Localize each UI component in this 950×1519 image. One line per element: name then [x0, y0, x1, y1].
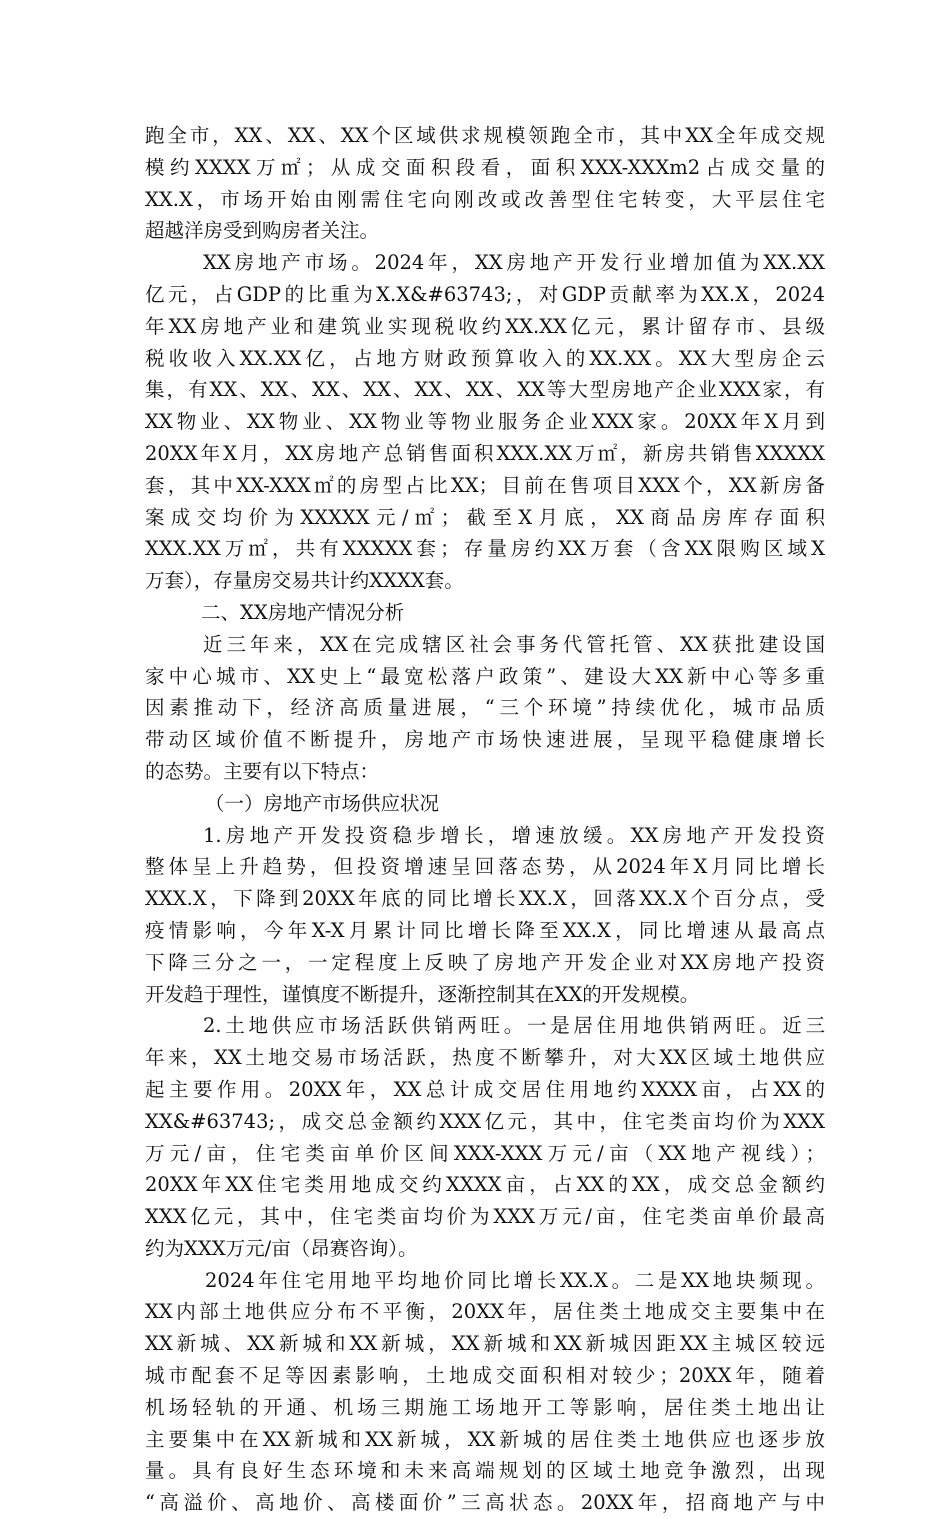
text-line: 20XX年X月，XX房地产总销售面积XXX.XX万㎡，新房共销售XXXXX	[145, 441, 825, 465]
text-line: 城市配套不足等因素影响，土地成交面积相对较少；20XX年，随着	[145, 1364, 825, 1388]
text-line: 因素推动下，经济高质量进展，“三个环境”持续优化，城市品质	[145, 696, 825, 720]
text-line: 1.房地产开发投资稳步增长，增速放缓。XX房地产开发投资	[203, 823, 825, 847]
text-line: 整体呈上升趋势，但投资增速呈回落态势，从2024年X月同比增长	[145, 855, 825, 879]
text-line: 案成交均价为XXXXX元/㎡；截至X月底，XX商品房库存面积	[145, 505, 825, 529]
text-line: 2024年住宅用地平均地价同比增长XX.X。二是XX地块频现。	[205, 1268, 825, 1292]
section-heading: 二、XX房地产情况分析	[201, 600, 405, 624]
text-line: 下降三分之一，一定程度上反映了房地产开发企业对XX房地产投资	[145, 950, 825, 974]
text-line: 年XX房地产业和建筑业实现税收约XX.XX亿元，累计留存市、县级	[145, 314, 825, 338]
text-line: 开发趋于理性，谨慎度不断提升，逐渐控制其在XX的开发规模。	[145, 982, 700, 1006]
text-line: XXX.X，下降到20XX年底的同比增长XX.X，回落XX.X个百分点，受	[145, 887, 825, 911]
text-line: XXX.XX万㎡，共有XXXXX套；存量房约XX万套（含XX限购区域X	[145, 537, 825, 561]
text-line: 量。具有良好生态环境和未来高端规划的区域土地竞争激烈，出现	[145, 1459, 825, 1483]
text-line: 起主要作用。20XX年，XX总计成交居住用地约XXXX亩，占XX的	[145, 1077, 825, 1101]
text-line: 跑全市，XX、XX、XX个区域供求规模领跑全市，其中XX全年成交规	[145, 124, 825, 147]
document-body	[145, 120, 825, 1519]
text-line: 主要集中在XX新城和XX新城，XX新城的居住类土地供应也逐步放	[145, 1427, 825, 1451]
text-line: 年来，XX土地交易市场活跃，热度不断攀升，对大XX区域土地供应	[145, 1046, 825, 1070]
text-line: 集，有XX、XX、XX、XX、XX、XX、XX等大型房地产企业XXX家，有	[145, 378, 825, 402]
subsection-heading: （一）房地产市场供应状况	[205, 791, 440, 815]
text-line: XX&#63743;，成交总金额约XXX亿元，其中，住宅类亩均价为XXX	[145, 1109, 825, 1133]
text-line: “高溢价、高地价、高楼面价”三高状态。20XX年，招商地产与中	[145, 1491, 825, 1515]
text-line: XX内部土地供应分布不平衡，20XX年，居住类土地成交主要集中在	[145, 1300, 825, 1324]
text-line: XX新城、XX新城和XX新城，XX新城和XX新城因距XX主城区较远	[145, 1332, 825, 1356]
text-line: 约为XXX万元/亩（昂赛咨询）。	[145, 1236, 418, 1260]
text-line: 近三年来，XX在完成辖区社会事务代管托管、XX获批建设国	[203, 632, 825, 656]
text-line: 亿元，占GDP的比重为X.X&#63743;，对GDP贡献率为XX.X，2024	[145, 282, 825, 306]
text-line: 2.土地供应市场活跃供销两旺。一是居住用地供销两旺。近三	[203, 1014, 825, 1038]
text-line: 的态势。主要有以下特点：	[145, 759, 380, 783]
text-line: 带动区域价值不断提升，房地产市场快速进展，呈现平稳健康增长	[145, 728, 825, 752]
text-line: 万套），存量房交易共计约XXXX套。	[145, 569, 464, 593]
text-line: 模约XXXX万㎡；从成交面积段看，面积XXX-XXXm2占成交量的	[145, 155, 825, 179]
text-line: XX.X，市场开始由刚需住宅向刚改或改善型住宅转变，大平层住宅	[145, 187, 825, 211]
text-line: XXX亿元，其中，住宅类亩均价为XXX万元/亩，住宅类亩单价最高	[145, 1205, 825, 1229]
text-line: 套，其中XX-XXX㎡的房型占比XX；目前在售项目XXX个，XX新房备	[145, 473, 825, 497]
text-line: 机场轻轨的开通、机场三期施工场地开工等影响，居住类土地出让	[145, 1395, 825, 1419]
text-line: 万元/亩，住宅类亩单价区间XXX-XXX万元/亩（XX地产视线）；	[145, 1141, 825, 1165]
text-line: 税收收入XX.XX亿，占地方财政预算收入的XX.XX。XX大型房企云	[145, 346, 825, 370]
text-line: 疫情影响，今年X-X月累计同比增长降至XX.X，同比增速从最高点	[145, 918, 825, 942]
text-line: XX物业、XX物业、XX物业等物业服务企业XXX家。20XX年X月到	[145, 410, 825, 434]
text-line: 20XX年XX住宅类用地成交约XXXX亩，占XX的XX，成交总金额约	[145, 1173, 825, 1197]
text-line: XX房地产市场。2024年，XX房地产开发行业增加值为XX.XX	[203, 251, 825, 275]
text-line: 家中心城市、XX史上“最宽松落户政策”、建设大XX新中心等多重	[145, 664, 825, 688]
text-line: 超越洋房受到购房者关注。	[145, 219, 380, 243]
